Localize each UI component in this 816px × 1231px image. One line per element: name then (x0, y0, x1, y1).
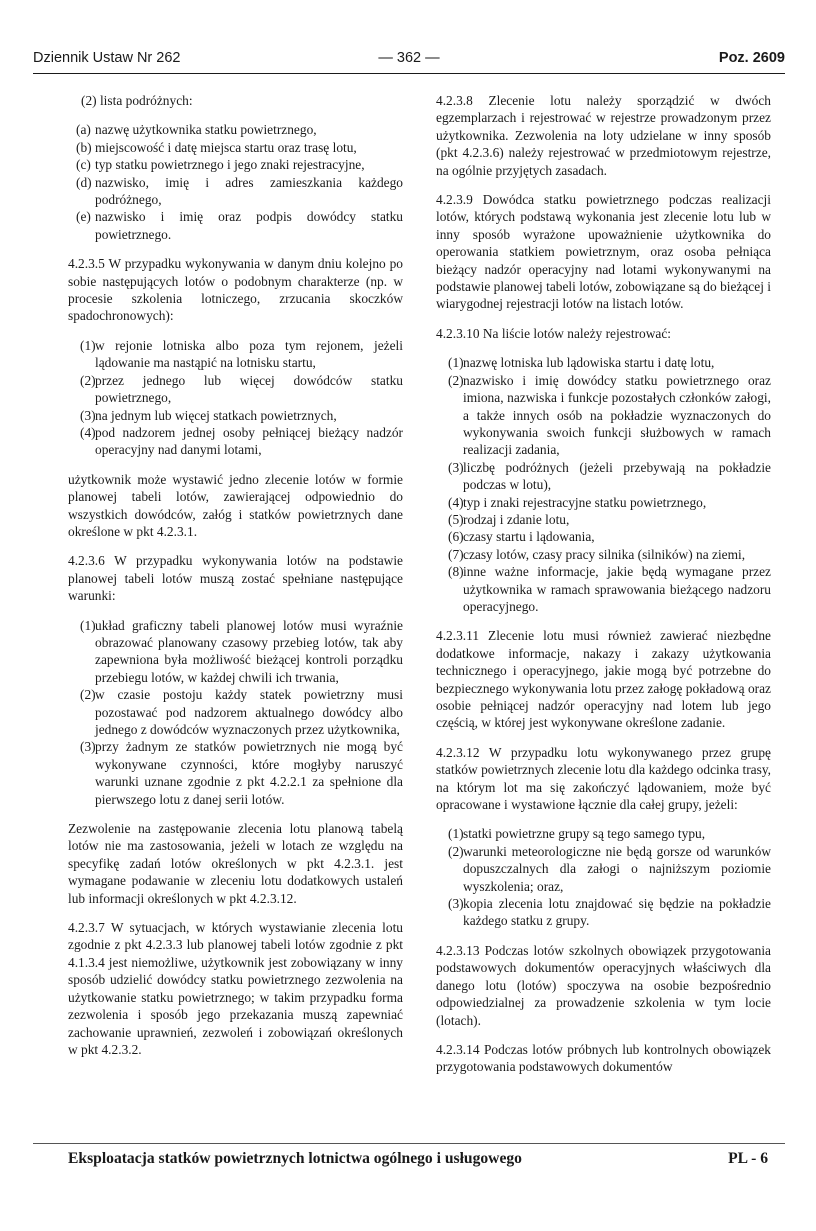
list-item: (2) warunki meteorologiczne nie będą gorsze od warunków dopuszczalnych dla załogi o najniższym poziomie wyszkolenia; oraz, (448, 843, 771, 894)
list-item: (2) przez jednego lub więcej dowódców statku powietrznego, (80, 372, 403, 406)
list-item: (1) w rejonie lotniska albo poza tym rejonem, jeżeli lądowanie ma nastąpić na lotnisku startu, (80, 337, 403, 371)
paragraph-4-2-3-14: 4.2.3.14 Podczas lotów próbnych lub kontrolnych obowiązek przygotowania podstawowych dokumentów (436, 1041, 771, 1075)
footer-page-code: PL - 6 (728, 1150, 768, 1167)
left-column (68, 92, 403, 1070)
list-item: (7) czasy lotów, czasy pracy silnika (silników) na ziemi, (448, 546, 746, 562)
list-item: (1) statki powietrzne grupy są tego samego typu, (448, 826, 706, 842)
page-header (33, 50, 785, 72)
list-4-2-3-10 (436, 354, 771, 615)
list-item: (6) czasy startu i lądowania, (448, 529, 595, 545)
list-item: (1) nazwę lotniska lub lądowiska startu i datę lotu, (448, 355, 715, 371)
header-rule (33, 73, 785, 74)
list-item: (4) pod nadzorem jednej osoby pełniącej bieżący nadzór operacyjny nad danymi lotami, (80, 424, 403, 458)
list-item: (8) inne ważne informacje, jakie będą wymagane przez użytkownika w ramach sprawowania bieżącego nadzoru operacyjnego. (448, 564, 771, 614)
list-item: (3) kopia zlecenia lotu znajdować się będzie na pokładzie każdego statku z grupy. (448, 896, 771, 929)
list-item: (e) nazwisko i imię oraz podpis dowódcy statku powietrznego. (76, 209, 403, 242)
right-column (436, 92, 771, 1088)
list-item: (3) na jednym lub więcej statkach powietrznych, (80, 407, 337, 423)
passenger-list (68, 121, 403, 243)
list-item: (c) typ statku powietrznego i jego znaki rejestracyjne, (76, 157, 365, 173)
paragraph-4-2-3-8: 4.2.3.8 Zlecenie lotu należy sporządzić w dwóch egzemplarzach i rejestrować w rejestrze prowadzonym przez użytkownika. Zezwolenia na loty udzielane w inny sposób (pkt 4.2.3.6) należy rejestrować w przedmiotowym rejestrze, na ogólnie przyjętych zasadach. (436, 93, 771, 178)
paragraph-4-2-3-13: 4.2.3.13 Podczas lotów szkolnych obowiązek przygotowania podstawowych dokumentów operacyjnych właściwych dla danego lotu (lotów) spoczywa na osobie bezpośrednio odpowiedzialnej za prowadzenie szkolenia w tym locie (lotach). (436, 942, 771, 1028)
paragraph-4-2-3-6: 4.2.3.6 W przypadku wykonywania lotów na podstawie planowej tabeli lotów muszą zostać spełniane następujące warunki: (68, 553, 403, 604)
paragraph-4-2-3-5: 4.2.3.5 W przypadku wykonywania w danym dniu kolejno po sobie następujących lotów o podobnym charakterze (np. w procesie szkolenia lotniczego, zrzucania skoczków spadochronowych): (68, 256, 403, 324)
paragraph-4-2-3-10: 4.2.3.10 Na liście lotów należy rejestrować: (436, 325, 672, 341)
paragraph-4-2-3-11: 4.2.3.11 Zlecenie lotu musi również zawierać niezbędne dodatkowe informacje, nakazy i zakazy użytkowania technicznego i operacyjnego, jakie mogą być potrzebne do bezpiecznego wykonywania lotu przez załogę pokładową oraz osobie pełniącej nadzór operacyjny nad lotem lub jego częścią, w której jest wykonywane określone zadanie. (436, 628, 771, 731)
list-item: (4) typ i znaki rejestracyjne statku powietrznego, (448, 494, 707, 510)
paragraph-4-2-3-6-continued: Zezwolenie na zastępowanie zlecenia lotu planową tabelą lotów nie ma zastosowania, jeżeli w lotach ze względu na specyfikę zadań lotów określonych w pkt 4.2.3.1. jest wymagane podawanie w zleceniu lotu dodatkowych ustaleń lub informacji określonych w pkt 4.2.3.12. (68, 821, 403, 906)
paragraph-4-2-3-9: 4.2.3.9 Dowódca statku powietrznego podczas realizacji lotów, których podstawą wykonania jest zlecenie lotu lub w inny sposób wyrażone upoważnienie użytkownika do operowania statkiem powietrznym, oraz osoba pełniąca bieżący nadzór operacyjny nad lotami wykonywanymi na podstawie planowej tabeli lotów, zobowiązane są do bieżącej i wiarygodnej rejestracji lotów na listach lotów. (436, 192, 771, 312)
list-item: (b) miejscowość i datę miejsca startu oraz trasę lotu, (76, 139, 357, 155)
list-4-2-3-6 (68, 617, 403, 808)
position-number: Poz. 2609 (718, 50, 785, 66)
list-item: (2) nazwisko i imię dowódcy statku powietrznego oraz imiona, nazwiska i funkcje pozostałych członków załogi, a także innych osób na pokładzie wyznaczonych do wykonywania swoich funkcji służbowych w ramach realizacji zadania, (448, 372, 771, 458)
list-item: (1) układ graficzny tabeli planowej lotów musi wyraźnie obrazować planowany czasowy przebieg lotów, tak aby zapewniona była możliwość bieżącej kontroli porządku przebiegu lotów, w każdej chwili ich trwania, (80, 617, 403, 685)
list-item: (5) rodzaj i zdanie lotu, (448, 511, 570, 527)
list-item: (3) liczbę podróżnych (jeżeli przebywają na pokładzie podczas w lotu), (448, 459, 771, 493)
footer-rule (33, 1143, 785, 1144)
footer-title: Eksploatacja statków powietrznych lotnictwa ogólnego i usługowego (68, 1150, 522, 1167)
paragraph-4-2-3-12: 4.2.3.12 W przypadku lotu wykonywanego przez grupę statków powietrznych zlecenie lotu dla każdego odcinka trasy, na którym lot ma się zakończyć lądowaniem, może być opracowane i wystawione łącznie dla całej grupy, jeżeli: (436, 744, 771, 813)
list-4-2-3-5 (68, 337, 403, 459)
list-item: (a) nazwę użytkownika statku powietrznego, (76, 122, 317, 138)
paragraph-4-2-3-5-continued: użytkownik może wystawić jedno zlecenie lotów w formie planowej tabeli lotów, zawierającej odpowiednio do wszystkich dowódców, załóg i statków powietrznych dane określone w pkt 4.2.3.1. (68, 471, 403, 539)
list-4-2-3-12 (436, 825, 771, 929)
list-item: (2) w czasie postoju każdy statek powietrzny musi pozostawać pod nadzorem aktualnego dowódcy albo jednego z dowódców wyznaczonych przez użytkownika, (80, 687, 403, 737)
passenger-list-intro: (2) lista podróżnych: (81, 93, 193, 108)
page-number: — 362 — (378, 50, 440, 66)
paragraph-4-2-3-7: 4.2.3.7 W sytuacjach, w których wystawianie zlecenia lotu zgodnie z pkt 4.2.3.3 lub planowej tabeli lotów zgodnie z pkt 4.1.3.4 jest niemożliwe, użytkownik jest zobowiązany w inny sposób udzielić dowódcy statku powietrznego zezwolenia na użytkowanie statku powietrznego; w takim przypadku forma zezwolenia i sposób jego przekazania muszą zapewniać zachowanie uprawnień, zezwoleń i zobowiązań określonych w pkt 4.2.3.2. (68, 920, 403, 1057)
journal-title: Dziennik Ustaw Nr 262 (33, 50, 181, 66)
list-item: (d) nazwisko, imię i adres zamieszkania każdego podróżnego, (76, 174, 403, 208)
list-item: (3) przy żadnym ze statków powietrznych nie mogą być wykonywane czynności, które mogłyby naruszyć warunki uznane zgodnie z pkt 4.2.2.1 za spełnione dla pierwszego lotu z danej serii lotów. (80, 739, 403, 807)
